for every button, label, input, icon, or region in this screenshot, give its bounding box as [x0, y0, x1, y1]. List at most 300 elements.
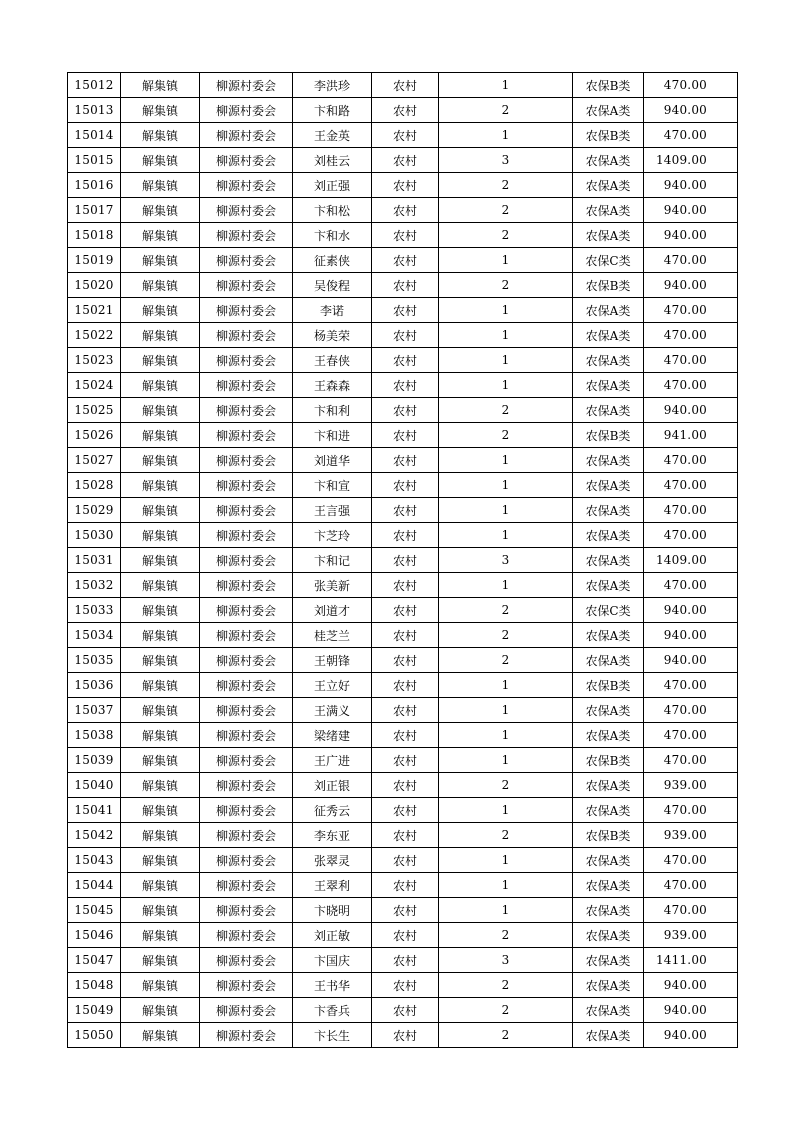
village-committee-cell: 柳源村委会	[200, 73, 293, 98]
insurance-category-cell: 农保A类	[573, 973, 644, 998]
name-cell: 卞和利	[293, 398, 372, 423]
table-row	[68, 623, 738, 648]
person-count-cell: 1	[439, 73, 573, 98]
amount-cell: 470.00	[644, 498, 738, 523]
area-type-cell: 农村	[372, 873, 439, 898]
amount-cell: 470.00	[644, 748, 738, 773]
record-id-cell: 15041	[68, 798, 121, 823]
person-count-cell: 2	[439, 98, 573, 123]
person-count-cell: 1	[439, 898, 573, 923]
area-type-cell: 农村	[372, 923, 439, 948]
person-count-cell: 1	[439, 873, 573, 898]
insurance-category-cell: 农保A类	[573, 648, 644, 673]
town-cell: 解集镇	[121, 823, 200, 848]
name-cell: 张美新	[293, 573, 372, 598]
area-type-cell: 农村	[372, 498, 439, 523]
amount-cell: 470.00	[644, 123, 738, 148]
table-row	[68, 323, 738, 348]
village-committee-cell: 柳源村委会	[200, 323, 293, 348]
name-cell: 卞芝玲	[293, 523, 372, 548]
village-committee-cell: 柳源村委会	[200, 698, 293, 723]
town-cell: 解集镇	[121, 673, 200, 698]
table-row	[68, 748, 738, 773]
name-cell: 王书华	[293, 973, 372, 998]
town-cell: 解集镇	[121, 623, 200, 648]
amount-cell: 470.00	[644, 573, 738, 598]
person-count-cell: 2	[439, 998, 573, 1023]
name-cell: 王广进	[293, 748, 372, 773]
town-cell: 解集镇	[121, 1023, 200, 1048]
area-type-cell: 农村	[372, 223, 439, 248]
village-committee-cell: 柳源村委会	[200, 273, 293, 298]
table-row	[68, 398, 738, 423]
amount-cell: 470.00	[644, 73, 738, 98]
village-committee-cell: 柳源村委会	[200, 748, 293, 773]
person-count-cell: 2	[439, 823, 573, 848]
name-cell: 卞晓明	[293, 898, 372, 923]
area-type-cell: 农村	[372, 448, 439, 473]
area-type-cell: 农村	[372, 773, 439, 798]
area-type-cell: 农村	[372, 473, 439, 498]
record-id-cell: 15018	[68, 223, 121, 248]
village-committee-cell: 柳源村委会	[200, 798, 293, 823]
table-row	[68, 423, 738, 448]
person-count-cell: 2	[439, 648, 573, 673]
table-row	[68, 823, 738, 848]
village-committee-cell: 柳源村委会	[200, 873, 293, 898]
amount-cell: 940.00	[644, 273, 738, 298]
village-committee-cell: 柳源村委会	[200, 723, 293, 748]
town-cell: 解集镇	[121, 748, 200, 773]
amount-cell: 940.00	[644, 98, 738, 123]
area-type-cell: 农村	[372, 673, 439, 698]
amount-cell: 470.00	[644, 373, 738, 398]
amount-cell: 940.00	[644, 648, 738, 673]
table-row	[68, 448, 738, 473]
table-row	[68, 123, 738, 148]
area-type-cell: 农村	[372, 173, 439, 198]
name-cell: 卞和路	[293, 98, 372, 123]
person-count-cell: 2	[439, 273, 573, 298]
record-id-cell: 15046	[68, 923, 121, 948]
record-id-cell: 15023	[68, 348, 121, 373]
table-row	[68, 1023, 738, 1048]
area-type-cell: 农村	[372, 748, 439, 773]
insurance-category-cell: 农保A类	[573, 898, 644, 923]
village-committee-cell: 柳源村委会	[200, 98, 293, 123]
area-type-cell: 农村	[372, 373, 439, 398]
record-id-cell: 15030	[68, 523, 121, 548]
area-type-cell: 农村	[372, 523, 439, 548]
amount-cell: 470.00	[644, 523, 738, 548]
person-count-cell: 2	[439, 923, 573, 948]
village-committee-cell: 柳源村委会	[200, 473, 293, 498]
amount-cell: 939.00	[644, 773, 738, 798]
person-count-cell: 2	[439, 973, 573, 998]
insurance-category-cell: 农保A类	[573, 623, 644, 648]
person-count-cell: 2	[439, 598, 573, 623]
person-count-cell: 1	[439, 448, 573, 473]
town-cell: 解集镇	[121, 698, 200, 723]
name-cell: 刘道才	[293, 598, 372, 623]
insurance-category-cell: 农保A类	[573, 998, 644, 1023]
amount-cell: 940.00	[644, 223, 738, 248]
amount-cell: 939.00	[644, 823, 738, 848]
town-cell: 解集镇	[121, 198, 200, 223]
area-type-cell: 农村	[372, 723, 439, 748]
allowance-table	[67, 72, 738, 1048]
record-id-cell: 15050	[68, 1023, 121, 1048]
amount-cell: 939.00	[644, 923, 738, 948]
area-type-cell: 农村	[372, 798, 439, 823]
name-cell: 卞和记	[293, 548, 372, 573]
amount-cell: 940.00	[644, 1023, 738, 1048]
name-cell: 王立好	[293, 673, 372, 698]
insurance-category-cell: 农保A类	[573, 723, 644, 748]
table-row	[68, 473, 738, 498]
table-row	[68, 923, 738, 948]
insurance-category-cell: 农保A类	[573, 373, 644, 398]
town-cell: 解集镇	[121, 523, 200, 548]
amount-cell: 940.00	[644, 623, 738, 648]
person-count-cell: 1	[439, 373, 573, 398]
table-row	[68, 973, 738, 998]
insurance-category-cell: 农保B类	[573, 273, 644, 298]
amount-cell: 470.00	[644, 898, 738, 923]
table-row	[68, 873, 738, 898]
name-cell: 李洪珍	[293, 73, 372, 98]
village-committee-cell: 柳源村委会	[200, 398, 293, 423]
area-type-cell: 农村	[372, 148, 439, 173]
village-committee-cell: 柳源村委会	[200, 948, 293, 973]
amount-cell: 1409.00	[644, 548, 738, 573]
person-count-cell: 1	[439, 573, 573, 598]
name-cell: 杨美荣	[293, 323, 372, 348]
person-count-cell: 3	[439, 548, 573, 573]
town-cell: 解集镇	[121, 573, 200, 598]
area-type-cell: 农村	[372, 123, 439, 148]
insurance-category-cell: 农保A类	[573, 948, 644, 973]
amount-cell: 470.00	[644, 873, 738, 898]
table-row	[68, 298, 738, 323]
insurance-category-cell: 农保A类	[573, 348, 644, 373]
table-row	[68, 73, 738, 98]
amount-cell: 940.00	[644, 998, 738, 1023]
area-type-cell: 农村	[372, 348, 439, 373]
record-id-cell: 15032	[68, 573, 121, 598]
town-cell: 解集镇	[121, 148, 200, 173]
person-count-cell: 1	[439, 498, 573, 523]
record-id-cell: 15017	[68, 198, 121, 223]
town-cell: 解集镇	[121, 248, 200, 273]
record-id-cell: 15044	[68, 873, 121, 898]
name-cell: 李诺	[293, 298, 372, 323]
table-row	[68, 198, 738, 223]
name-cell: 王森森	[293, 373, 372, 398]
town-cell: 解集镇	[121, 848, 200, 873]
village-committee-cell: 柳源村委会	[200, 298, 293, 323]
record-id-cell: 15039	[68, 748, 121, 773]
insurance-category-cell: 农保C类	[573, 598, 644, 623]
name-cell: 卞香兵	[293, 998, 372, 1023]
record-id-cell: 15026	[68, 423, 121, 448]
record-id-cell: 15042	[68, 823, 121, 848]
person-count-cell: 2	[439, 223, 573, 248]
area-type-cell: 农村	[372, 323, 439, 348]
amount-cell: 470.00	[644, 698, 738, 723]
town-cell: 解集镇	[121, 473, 200, 498]
insurance-category-cell: 农保B类	[573, 823, 644, 848]
name-cell: 王金英	[293, 123, 372, 148]
amount-cell: 940.00	[644, 973, 738, 998]
table-row	[68, 598, 738, 623]
record-id-cell: 15022	[68, 323, 121, 348]
town-cell: 解集镇	[121, 273, 200, 298]
amount-cell: 940.00	[644, 173, 738, 198]
insurance-category-cell: 农保A类	[573, 298, 644, 323]
insurance-category-cell: 农保A类	[573, 223, 644, 248]
amount-cell: 1409.00	[644, 148, 738, 173]
village-committee-cell: 柳源村委会	[200, 498, 293, 523]
insurance-category-cell: 农保A类	[573, 548, 644, 573]
table-row	[68, 273, 738, 298]
table-row	[68, 723, 738, 748]
town-cell: 解集镇	[121, 423, 200, 448]
record-id-cell: 15024	[68, 373, 121, 398]
town-cell: 解集镇	[121, 123, 200, 148]
village-committee-cell: 柳源村委会	[200, 848, 293, 873]
town-cell: 解集镇	[121, 348, 200, 373]
village-committee-cell: 柳源村委会	[200, 673, 293, 698]
amount-cell: 940.00	[644, 398, 738, 423]
name-cell: 王言强	[293, 498, 372, 523]
insurance-category-cell: 农保B类	[573, 73, 644, 98]
town-cell: 解集镇	[121, 448, 200, 473]
table-row	[68, 523, 738, 548]
table-row	[68, 348, 738, 373]
table-row	[68, 498, 738, 523]
town-cell: 解集镇	[121, 973, 200, 998]
table-row	[68, 248, 738, 273]
town-cell: 解集镇	[121, 798, 200, 823]
record-id-cell: 15021	[68, 298, 121, 323]
area-type-cell: 农村	[372, 598, 439, 623]
village-committee-cell: 柳源村委会	[200, 173, 293, 198]
insurance-category-cell: 农保A类	[573, 398, 644, 423]
person-count-cell: 1	[439, 673, 573, 698]
village-committee-cell: 柳源村委会	[200, 148, 293, 173]
town-cell: 解集镇	[121, 723, 200, 748]
amount-cell: 940.00	[644, 198, 738, 223]
person-count-cell: 1	[439, 748, 573, 773]
person-count-cell: 2	[439, 398, 573, 423]
village-committee-cell: 柳源村委会	[200, 123, 293, 148]
insurance-category-cell: 农保A类	[573, 573, 644, 598]
name-cell: 王翠利	[293, 873, 372, 898]
insurance-category-cell: 农保A类	[573, 773, 644, 798]
insurance-category-cell: 农保A类	[573, 873, 644, 898]
name-cell: 刘道华	[293, 448, 372, 473]
table-row	[68, 848, 738, 873]
amount-cell: 470.00	[644, 473, 738, 498]
table-row	[68, 998, 738, 1023]
village-committee-cell: 柳源村委会	[200, 648, 293, 673]
insurance-category-cell: 农保A类	[573, 98, 644, 123]
name-cell: 刘正敏	[293, 923, 372, 948]
name-cell: 刘正强	[293, 173, 372, 198]
amount-cell: 470.00	[644, 673, 738, 698]
insurance-category-cell: 农保A类	[573, 498, 644, 523]
name-cell: 征秀云	[293, 798, 372, 823]
insurance-category-cell: 农保A类	[573, 198, 644, 223]
amount-cell: 470.00	[644, 248, 738, 273]
amount-cell: 470.00	[644, 323, 738, 348]
person-count-cell: 2	[439, 1023, 573, 1048]
village-committee-cell: 柳源村委会	[200, 773, 293, 798]
table-row	[68, 773, 738, 798]
area-type-cell: 农村	[372, 298, 439, 323]
person-count-cell: 1	[439, 698, 573, 723]
name-cell: 桂芝兰	[293, 623, 372, 648]
table-row	[68, 948, 738, 973]
name-cell: 卞长生	[293, 1023, 372, 1048]
record-id-cell: 15016	[68, 173, 121, 198]
town-cell: 解集镇	[121, 223, 200, 248]
insurance-category-cell: 农保B类	[573, 748, 644, 773]
village-committee-cell: 柳源村委会	[200, 923, 293, 948]
village-committee-cell: 柳源村委会	[200, 548, 293, 573]
town-cell: 解集镇	[121, 498, 200, 523]
area-type-cell: 农村	[372, 1023, 439, 1048]
area-type-cell: 农村	[372, 648, 439, 673]
table-row	[68, 573, 738, 598]
person-count-cell: 1	[439, 723, 573, 748]
area-type-cell: 农村	[372, 848, 439, 873]
village-committee-cell: 柳源村委会	[200, 373, 293, 398]
insurance-category-cell: 农保A类	[573, 173, 644, 198]
area-type-cell: 农村	[372, 548, 439, 573]
person-count-cell: 3	[439, 148, 573, 173]
village-committee-cell: 柳源村委会	[200, 523, 293, 548]
insurance-category-cell: 农保B类	[573, 423, 644, 448]
record-id-cell: 15036	[68, 673, 121, 698]
village-committee-cell: 柳源村委会	[200, 598, 293, 623]
person-count-cell: 1	[439, 848, 573, 873]
table-row	[68, 223, 738, 248]
name-cell: 李东亚	[293, 823, 372, 848]
village-committee-cell: 柳源村委会	[200, 573, 293, 598]
insurance-category-cell: 农保B类	[573, 123, 644, 148]
person-count-cell: 2	[439, 198, 573, 223]
record-id-cell: 15043	[68, 848, 121, 873]
town-cell: 解集镇	[121, 923, 200, 948]
town-cell: 解集镇	[121, 873, 200, 898]
town-cell: 解集镇	[121, 548, 200, 573]
area-type-cell: 农村	[372, 698, 439, 723]
table-row	[68, 798, 738, 823]
name-cell: 卞和松	[293, 198, 372, 223]
name-cell: 卞和水	[293, 223, 372, 248]
amount-cell: 940.00	[644, 598, 738, 623]
area-type-cell: 农村	[372, 198, 439, 223]
record-id-cell: 15038	[68, 723, 121, 748]
area-type-cell: 农村	[372, 898, 439, 923]
record-id-cell: 15027	[68, 448, 121, 473]
table-row	[68, 373, 738, 398]
village-committee-cell: 柳源村委会	[200, 1023, 293, 1048]
person-count-cell: 2	[439, 623, 573, 648]
town-cell: 解集镇	[121, 173, 200, 198]
name-cell: 卞和进	[293, 423, 372, 448]
record-id-cell: 15025	[68, 398, 121, 423]
name-cell: 张翠灵	[293, 848, 372, 873]
record-id-cell: 15015	[68, 148, 121, 173]
record-id-cell: 15012	[68, 73, 121, 98]
village-committee-cell: 柳源村委会	[200, 248, 293, 273]
area-type-cell: 农村	[372, 98, 439, 123]
record-id-cell: 15040	[68, 773, 121, 798]
record-id-cell: 15033	[68, 598, 121, 623]
table-row	[68, 648, 738, 673]
record-id-cell: 15014	[68, 123, 121, 148]
village-committee-cell: 柳源村委会	[200, 998, 293, 1023]
village-committee-cell: 柳源村委会	[200, 623, 293, 648]
record-id-cell: 15020	[68, 273, 121, 298]
amount-cell: 1411.00	[644, 948, 738, 973]
area-type-cell: 农村	[372, 948, 439, 973]
table-row	[68, 173, 738, 198]
name-cell: 征素侠	[293, 248, 372, 273]
village-committee-cell: 柳源村委会	[200, 348, 293, 373]
area-type-cell: 农村	[372, 248, 439, 273]
name-cell: 王满义	[293, 698, 372, 723]
area-type-cell: 农村	[372, 623, 439, 648]
record-id-cell: 15028	[68, 473, 121, 498]
name-cell: 王朝锋	[293, 648, 372, 673]
person-count-cell: 1	[439, 248, 573, 273]
person-count-cell: 2	[439, 773, 573, 798]
record-id-cell: 15034	[68, 623, 121, 648]
area-type-cell: 农村	[372, 998, 439, 1023]
village-committee-cell: 柳源村委会	[200, 223, 293, 248]
person-count-cell: 1	[439, 798, 573, 823]
table-body	[68, 73, 738, 1048]
table-row	[68, 898, 738, 923]
amount-cell: 470.00	[644, 298, 738, 323]
village-committee-cell: 柳源村委会	[200, 823, 293, 848]
insurance-category-cell: 农保A类	[573, 148, 644, 173]
area-type-cell: 农村	[372, 398, 439, 423]
area-type-cell: 农村	[372, 823, 439, 848]
record-id-cell: 15013	[68, 98, 121, 123]
area-type-cell: 农村	[372, 973, 439, 998]
record-id-cell: 15031	[68, 548, 121, 573]
insurance-category-cell: 农保A类	[573, 698, 644, 723]
town-cell: 解集镇	[121, 98, 200, 123]
record-id-cell: 15029	[68, 498, 121, 523]
town-cell: 解集镇	[121, 73, 200, 98]
person-count-cell: 2	[439, 173, 573, 198]
name-cell: 刘正银	[293, 773, 372, 798]
person-count-cell: 1	[439, 348, 573, 373]
name-cell: 卞国庆	[293, 948, 372, 973]
name-cell: 卞和宣	[293, 473, 372, 498]
amount-cell: 470.00	[644, 798, 738, 823]
amount-cell: 941.00	[644, 423, 738, 448]
person-count-cell: 1	[439, 298, 573, 323]
village-committee-cell: 柳源村委会	[200, 423, 293, 448]
town-cell: 解集镇	[121, 598, 200, 623]
